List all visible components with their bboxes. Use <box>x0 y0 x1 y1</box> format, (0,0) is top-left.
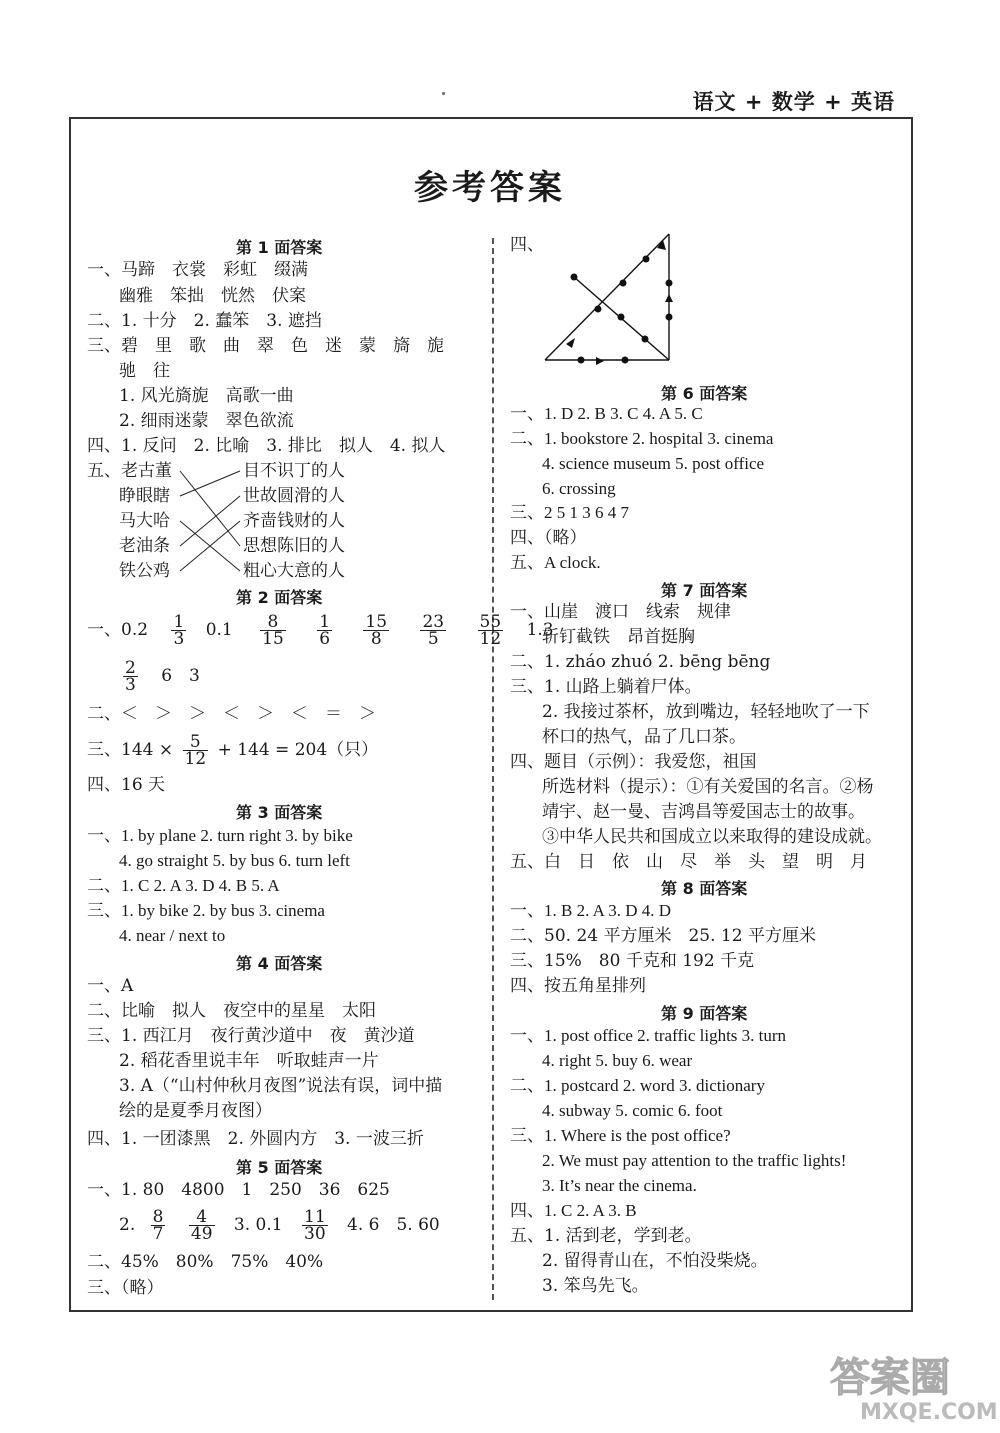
denominator: 12 <box>479 629 502 649</box>
diagram-point <box>666 280 673 287</box>
section-7-heading: 第 7 面答案 <box>661 581 748 600</box>
s6-line: 三、2 5 1 3 6 4 7 <box>510 503 629 522</box>
match-right-item: 世故圆滑的人 <box>243 486 345 506</box>
s4-line: 四、1. 一团漆黑 2. 外圆内方 3. 一波三折 <box>87 1129 424 1149</box>
match-left-item: 老油条 <box>119 536 170 556</box>
section-8-heading: 第 8 面答案 <box>661 879 748 898</box>
numerator: 2 <box>125 658 136 678</box>
arrow-head <box>665 294 673 302</box>
s1-line: 四、1. 反问 2. 比喻 3. 排比 拟人 4. 拟人 <box>87 436 446 456</box>
watermark-logo-text: 答案圈 <box>830 1355 950 1401</box>
numerator: 1 <box>173 612 185 632</box>
s5-line: 一、1. 80 4800 1 250 36 625 <box>87 1180 390 1200</box>
fraction <box>189 1209 215 1242</box>
diagram-point <box>643 256 650 263</box>
fraction <box>123 660 138 693</box>
fraction <box>363 614 389 647</box>
s8-line: 二、50. 24 平方厘米 25. 12 平方厘米 <box>510 926 816 946</box>
s4-line: 绘的是夏季月夜图） <box>119 1101 272 1121</box>
s3-line: 二、1. C 2. A 3. D 4. B 5. A <box>87 876 280 895</box>
fraction <box>151 1209 166 1242</box>
s4-line: 一、A <box>87 976 134 996</box>
s9-line: 五、1. 活到老，学到老。 <box>510 1226 702 1246</box>
match-left-item: 五、老古董 <box>87 461 172 481</box>
numerator: 15 <box>365 612 388 632</box>
diagram-point <box>642 336 649 343</box>
s2-line-2 <box>119 660 200 693</box>
denominator: 8 <box>370 629 382 649</box>
s5-line-fractions <box>119 1208 440 1242</box>
watermark-text: MXQE.COM <box>860 1400 998 1425</box>
s7-line: 五、白 日 依 山 尽 举 头 望 明 月 <box>510 852 867 872</box>
s1-line: 2. 细雨迷蒙 翠色欲流 <box>119 411 294 431</box>
fraction <box>260 614 286 647</box>
diagram-point <box>595 306 602 313</box>
section-2-heading: 第 2 面答案 <box>236 588 323 607</box>
page-title: 参考答案 <box>414 168 566 208</box>
s7-line: 斩钉截铁 昂首挺胸 <box>542 627 695 647</box>
match-line <box>180 471 240 546</box>
denominator: 5 <box>427 629 439 649</box>
diagram-point <box>578 357 585 364</box>
s6-line: 6. crossing <box>542 479 616 498</box>
text: 三、144 × <box>87 740 174 760</box>
s3-line: 4. near / next to <box>119 926 226 945</box>
s6-line: 二、1. bookstore 2. hospital 3. cinema <box>510 429 774 448</box>
diagram-point <box>618 314 625 321</box>
diagram-point <box>666 314 673 321</box>
subject-header: 语文 + 数学 + 英语 <box>692 90 895 114</box>
denominator: 6 <box>319 629 331 649</box>
s1-line: 1. 风光旖旎 高歌一曲 <box>119 386 294 406</box>
arrow-head <box>566 338 575 348</box>
s9-line: 2. We must pay attention to the traffic lights! <box>542 1151 847 1170</box>
s6-line: 4. science museum 5. post office <box>542 454 765 473</box>
s2-line: 二、＜ ＞ ＞ ＜ ＞ ＜ ＝ ＞ <box>87 704 376 724</box>
s7-line: 一、山崖 渡口 线索 规律 <box>510 602 731 622</box>
s9-line: 4. subway 5. comic 6. foot <box>542 1101 723 1120</box>
s4-line: 3. A（“山村仲秋月夜图”说法有误，词中描 <box>119 1076 443 1096</box>
s1-line: 一、马蹄 衣裳 彩虹 缀满 <box>87 260 308 280</box>
s9-line: 一、1. post office 2. traffic lights 3. turn <box>510 1026 787 1045</box>
s7-line: 杯口的热气，品了几口茶。 <box>542 727 746 747</box>
s7-line: 2. 我接过茶杯，放到嘴边，轻轻地吹了一下 <box>542 702 870 722</box>
s2-line: 四、16 天 <box>87 775 166 795</box>
section-6-heading: 第 6 面答案 <box>661 384 748 403</box>
denominator: 3 <box>173 629 185 649</box>
s9-line: 二、1. postcard 2. word 3. dictionary <box>510 1076 765 1095</box>
s2-line-formula <box>87 734 378 767</box>
text: + 144 = 204（只） <box>217 740 379 760</box>
s4-line: 2. 稻花香里说丰年 听取蛙声一片 <box>119 1051 379 1071</box>
s1-line: 三、碧 里 歌 曲 翠 色 迷 蒙 旖 旎 <box>87 336 444 356</box>
denominator: 7 <box>152 1224 164 1244</box>
diagram-point <box>620 280 627 287</box>
text: 4. 6 5. 60 <box>347 1215 440 1235</box>
s3-line: 三、1. by bike 2. by bus 3. cinema <box>87 901 325 920</box>
s2-line-fractions <box>87 614 554 647</box>
s8-line: 四、按五角星排列 <box>510 976 646 996</box>
s7-line: 四、题目（示例）：我爱您，祖国 <box>510 752 757 772</box>
match-right-item: 粗心大意的人 <box>243 561 345 581</box>
match-right-item: 齐啬钱财的人 <box>243 511 345 531</box>
numerator: 23 <box>422 612 445 632</box>
s6-line: 四、（略） <box>510 528 587 548</box>
denominator: 49 <box>190 1224 213 1244</box>
match-line <box>180 496 240 546</box>
s8-line: 一、1. B 2. A 3. D 4. D <box>510 901 672 920</box>
section-1-heading: 第 1 面答案 <box>236 238 323 257</box>
text: 3. 0.1 <box>233 1215 283 1235</box>
s7-line-pinyin: 二、1. zháo zhuó 2. bēng bēng <box>510 652 771 672</box>
numerator: 4 <box>189 1209 215 1226</box>
s9-line: 2. 留得青山在，不怕没柴烧。 <box>542 1251 768 1271</box>
s5-line: 三、（略） <box>87 1278 164 1298</box>
text: 6 3 <box>161 666 200 686</box>
s9-line: 3. It’s near the cinema. <box>542 1176 697 1195</box>
denominator: 12 <box>184 749 207 769</box>
section-9-heading: 第 9 面答案 <box>661 1004 748 1023</box>
s6-line: 五、A clock. <box>510 553 601 572</box>
arrow-head <box>596 357 604 365</box>
star-path-diagram <box>0 0 1000 400</box>
s3-line: 4. go straight 5. by bus 6. turn left <box>119 851 350 870</box>
s3-line: 一、1. by plane 2. turn right 3. by bike <box>87 826 353 845</box>
text: 0.1 <box>205 620 233 640</box>
match-right-item: 思想陈旧的人 <box>243 536 345 556</box>
diagram-point <box>571 274 578 281</box>
fraction <box>183 734 209 767</box>
text: 1.3 <box>526 620 554 640</box>
s9-line: 3. 笨鸟先飞。 <box>542 1276 649 1296</box>
denominator: 15 <box>262 629 284 649</box>
numerator: 55 <box>479 612 502 632</box>
match-left-item: 马大哈 <box>119 511 170 531</box>
s6-line: 一、1. D 2. B 3. C 4. A 5. C <box>510 404 703 423</box>
fraction <box>171 614 186 647</box>
s7-line: 三、1. 山路上躺着尸体。 <box>510 677 702 697</box>
numerator: 5 <box>183 734 209 751</box>
section-5-heading: 第 5 面答案 <box>236 1158 323 1177</box>
numerator: 11 <box>304 1207 326 1227</box>
section-4-heading: 第 4 面答案 <box>236 954 323 973</box>
fraction <box>478 614 504 647</box>
s7-line: 所选材料（提示）：①有关爱国的名言。②杨 <box>542 777 874 797</box>
match-left-item: 铁公鸡 <box>119 561 170 581</box>
match-line <box>180 471 240 496</box>
text: 2. <box>119 1215 136 1235</box>
s0-label: 四、 <box>510 235 544 255</box>
numerator: 8 <box>152 1207 164 1227</box>
match-right-item: 目不识丁的人 <box>243 461 345 481</box>
fraction <box>302 1209 328 1242</box>
s9-line: 四、1. C 2. A 3. B <box>510 1201 637 1220</box>
s9-line: 4. right 5. buy 6. wear <box>542 1051 693 1070</box>
s9-line: 三、1. Where is the post office? <box>510 1126 731 1145</box>
s1-line: 驰 往 <box>119 361 170 381</box>
s1-line: 幽雅 笨拙 恍然 伏案 <box>119 286 306 306</box>
s1-line: 二、1. 十分 2. 蠢笨 3. 遮挡 <box>87 311 322 331</box>
section-3-heading: 第 3 面答案 <box>236 803 323 822</box>
numerator: 1 <box>319 612 331 632</box>
s8-line: 三、15% 80 千克和 192 千克 <box>510 951 755 971</box>
s7-line: ③中华人民共和国成立以来取得的建设成就。 <box>542 827 882 847</box>
s7-line: 靖宇、赵一曼、吉鸿昌等爱国志士的故事。 <box>542 802 865 822</box>
s4-line: 二、比喻 拟人 夜空中的星星 太阳 <box>87 1001 376 1021</box>
diagram-point <box>622 357 629 364</box>
numerator: 8 <box>260 614 286 631</box>
diagram-line <box>545 234 669 360</box>
text: 一、0.2 <box>87 620 149 640</box>
s4-line: 三、1. 西江月 夜行黄沙道中 夜 黄沙道 <box>87 1026 415 1046</box>
denominator: 3 <box>125 675 136 695</box>
s5-line: 二、45% 80% 75% 40% <box>87 1252 324 1272</box>
match-left-item: 睁眼瞎 <box>119 486 170 506</box>
fraction <box>420 614 446 647</box>
denominator: 30 <box>304 1224 326 1244</box>
fraction <box>317 614 332 647</box>
